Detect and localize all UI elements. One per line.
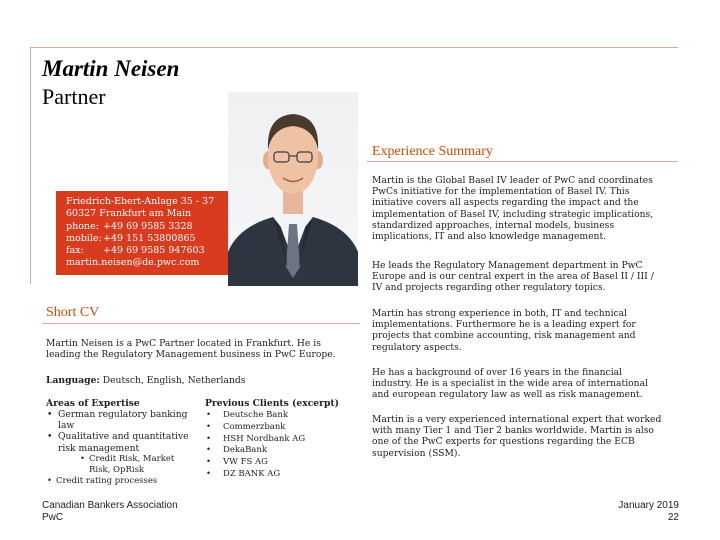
mobile-row: [66, 233, 228, 245]
expertise-heading: Areas of Expertise: [46, 398, 140, 409]
mobile-value: +49 151 53800865: [103, 232, 196, 244]
client-item: • Commerzbank: [205, 422, 305, 434]
address-line-1: Friedrich-Ebert-Anlage 35 - 37: [66, 196, 215, 207]
short-cv-rule: [42, 323, 360, 324]
phone-row: [66, 221, 228, 233]
language-line: [46, 375, 245, 386]
experience-paragraph: Martin has strong experience in both, IT and technical implementations. Furthermore he is a leading expert for projects that combine accounting, risk management and regulatory aspects.: [372, 308, 636, 353]
fax-value: +49 69 9585 947603: [103, 245, 205, 257]
person-role: Partner: [42, 84, 106, 109]
mobile-label: mobile:: [66, 232, 102, 244]
frame-top-rule: [30, 47, 678, 48]
footer-org: Canadian Bankers Association: [42, 500, 178, 511]
footer-left: [42, 500, 178, 524]
experience-rule: [367, 161, 678, 162]
portrait-illustration: [228, 92, 358, 286]
footer-right: [618, 500, 679, 524]
experience-paragraph: He has a background of over 16 years in the financial industry. He is a specialist in the wide area of international and european regulatory law as well as risk management.: [372, 367, 649, 401]
client-item: • VW FS AG: [205, 457, 305, 469]
expertise-item: • German regulatory banking law: [46, 409, 196, 431]
language-label: Language:: [46, 375, 100, 386]
experience-paragraph: Martin is a very experienced international expert that worked with many Tier 1 and Tier 2 banks worldwide. Martin is also one of the PwC experts for questions regarding the ECB supervision (SSM).: [372, 414, 662, 459]
expertise-item: • Qualitative and quantitative risk management: [46, 431, 196, 453]
client-item: • HSH Nordbank AG: [205, 434, 305, 446]
experience-paragraph: Martin is the Global Basel IV leader of PwC and coordinates PwCs initiative for the implementation of Basel IV. This initiative covers all aspects regarding the impact and the implementation of Basel IV, including strategic implications, standardized approaches, internal models, business implications, IT and also knowledge management.: [372, 175, 654, 243]
address-line-2: 60327 Frankfurt am Main: [66, 208, 192, 220]
experience-paragraph: He leads the Regulatory Management department in PwC Europe and is our central expert in the area of Basel II / III / IV and projects regarding other regulatory topics.: [372, 260, 654, 294]
person-name: Martin Neisen: [42, 56, 180, 81]
fax-row: [66, 245, 228, 257]
phone-value: +49 69 9585 3328: [103, 220, 193, 232]
phone-label: phone:: [66, 220, 99, 232]
expertise-list: [46, 409, 196, 487]
footer-date: January 2019: [618, 500, 679, 511]
clients-heading: Previous Clients (excerpt): [205, 398, 339, 409]
language-values: Deutsch, English, Netherlands: [102, 375, 246, 386]
cv-intro: Martin Neisen is a PwC Partner located in Frankfurt. He is leading the Regulatory Management business in PwC Europe.: [46, 338, 336, 361]
frame-left-rule: [30, 47, 31, 284]
client-item: • DekaBank: [205, 445, 305, 457]
client-item: • Deutsche Bank: [205, 410, 305, 422]
client-item: • DZ BANK AG: [205, 469, 305, 481]
fax-label: fax:: [66, 245, 84, 257]
email-link[interactable]: martin.neisen@de.pwc.com: [66, 257, 200, 269]
footer-company: PwC: [42, 512, 64, 523]
page-number: 22: [667, 512, 679, 523]
clients-list: [205, 410, 305, 481]
expertise-sub-item: • Credit Risk, Market Risk, OpRisk: [79, 454, 179, 476]
portrait-photo: [228, 92, 358, 286]
contact-box: [56, 191, 228, 275]
short-cv-heading: Short CV: [46, 305, 100, 320]
expertise-item: • Credit rating processes: [46, 476, 196, 487]
experience-heading: Experience Summary: [372, 144, 493, 159]
